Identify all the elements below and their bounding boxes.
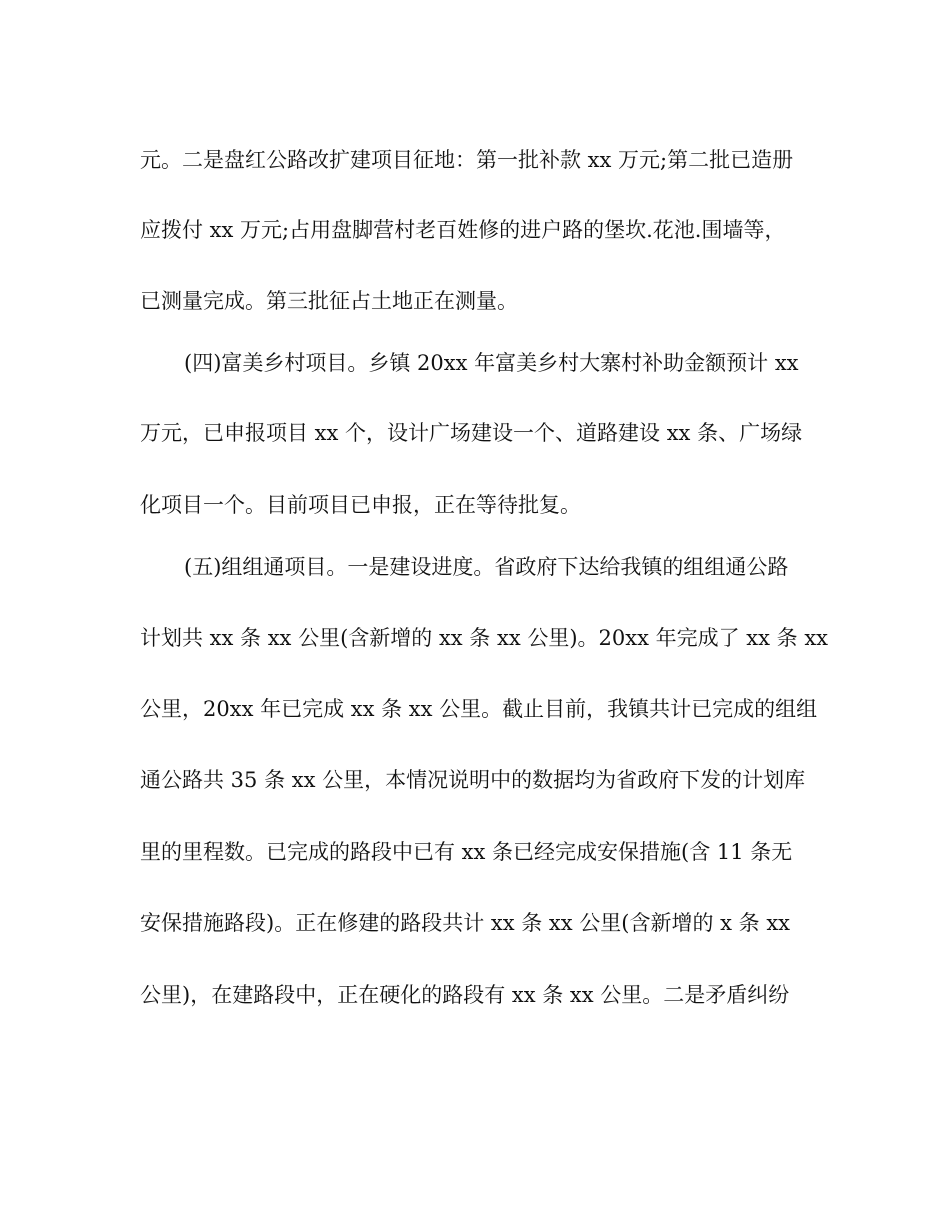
text-line-6: 化项目一个。目前项目已申报，正在等待批复。	[140, 493, 581, 517]
text-line-1: 元。二是盘红公路改扩建项目征地：第一批补款 xx 万元;第二批已造册	[140, 148, 794, 172]
text-line-10: 通公路共 35 条 xx 公里，本情况说明中的数据均为省政府下发的计划库	[140, 768, 806, 792]
text-line-5: 万元，已申报项目 xx 个，设计广场建设一个、道路建设 xx 条、广场绿	[140, 421, 803, 445]
text-line-3: 已测量完成。第三批征占土地正在测量。	[140, 289, 518, 313]
text-line-12: 安保措施路段)。正在修建的路段共计 xx 条 xx 公里(含新增的 x 条 xx	[140, 911, 791, 935]
text-line-7: (五)组组通项目。一是建设进度。省政府下达给我镇的组组通公路	[184, 555, 789, 579]
text-line-13: 公里)，在建路段中，正在硬化的路段有 xx 条 xx 公里。二是矛盾纠纷	[140, 983, 790, 1007]
text-line-11: 里的里程数。已完成的路段中已有 xx 条已经完成安保措施(含 11 条无	[140, 840, 793, 864]
text-line-8: 计划共 xx 条 xx 公里(含新增的 xx 条 xx 公里)。20xx 年完成了 xx 条 xx	[140, 626, 829, 650]
text-line-4: (四)富美乡村项目。乡镇 20xx 年富美乡村大寨村补助金额预计 xx	[184, 351, 799, 375]
text-line-9: 公里，20xx 年已完成 xx 条 xx 公里。截止目前，我镇共计已完成的组组	[140, 697, 818, 721]
text-line-2: 应拨付 xx 万元;占用盘脚营村老百姓修的进户路的堡坎.花池.围墙等，	[140, 218, 786, 242]
